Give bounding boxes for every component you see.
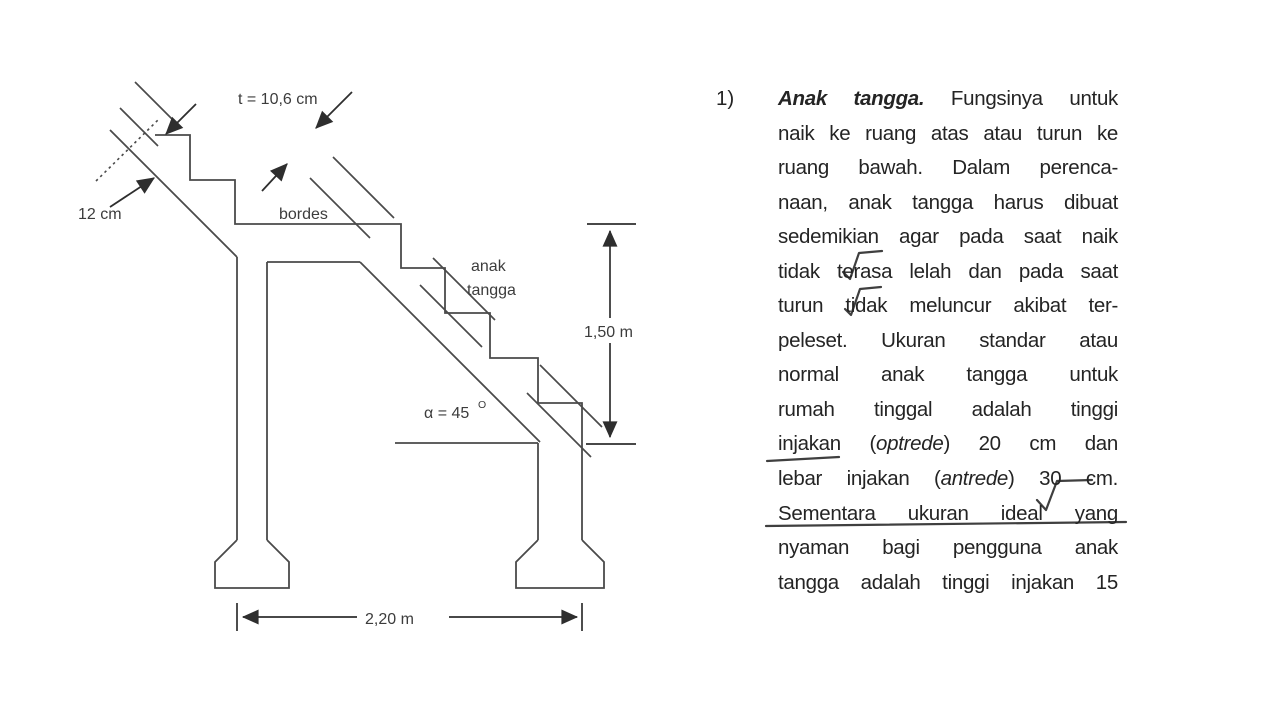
label-anak-tangga-1: anak — [471, 258, 506, 275]
paragraph-line: peleset. Ukuran standar atau — [778, 328, 1118, 352]
paragraph-line: nyaman bagi pengguna anak — [778, 536, 1118, 560]
thickness-arrow — [316, 92, 352, 128]
dotted-section-line — [96, 120, 158, 181]
paragraph-line: rumah tinggal adalah tinggi — [778, 397, 1118, 421]
right-footing — [516, 540, 604, 588]
label-nosing-offset: 12 cm — [78, 206, 122, 223]
paragraph-line: tangga adalah tinggi injakan 15 — [778, 570, 1118, 594]
paragraph-line: naik ke ruang atas atau turun ke — [778, 121, 1118, 145]
paragraph-line: tidak terasa lelah dan pada saat — [778, 259, 1118, 283]
paragraph-line: Anak tangga. Fungsinya untuk — [778, 87, 1118, 110]
step-face-arrow — [262, 164, 287, 191]
paragraph-line: ruang bawah. Dalam perenca- — [778, 156, 1118, 180]
label-slope-angle-degree: O — [478, 399, 487, 411]
paragraph-line: turun tidak meluncur akibat ter- — [778, 294, 1118, 318]
label-slab-thickness: t = 10,6 cm — [238, 91, 318, 108]
slab-top-arrow — [166, 104, 196, 134]
left-footing — [215, 540, 289, 588]
paragraph-line: Sementara ukuran ideal yang — [778, 501, 1118, 525]
pointer-arrows — [110, 92, 352, 207]
paragraph-line: naan, anak tangga harus dibuat — [778, 190, 1118, 214]
offset-arrow — [110, 178, 154, 207]
steps-outline — [155, 135, 582, 540]
label-bordes: bordes — [279, 206, 328, 223]
list-item-number: 1) — [716, 87, 735, 110]
paragraph-line: lebar injakan (antrede) 30 cm. — [778, 467, 1118, 491]
paragraph-line: sedemikian agar pada saat naik — [778, 225, 1118, 249]
label-span-width: 2,20 m — [365, 611, 414, 628]
paragraph-block — [778, 82, 1118, 600]
paragraph-line: normal anak tangga untuk — [778, 363, 1118, 387]
paragraph-lead-term: Anak tangga. — [778, 87, 925, 110]
label-flight-height: 1,50 m — [584, 324, 633, 341]
paragraph-line: injakan (optrede) 20 cm dan — [778, 432, 1118, 456]
label-slope-angle: α = 45 — [424, 405, 470, 422]
break-lines — [120, 82, 602, 457]
label-anak-tangga-2: tangga — [467, 282, 516, 299]
italic-term-optrede: optrede — [876, 432, 944, 456]
italic-term-antrede: antrede — [940, 467, 1009, 491]
